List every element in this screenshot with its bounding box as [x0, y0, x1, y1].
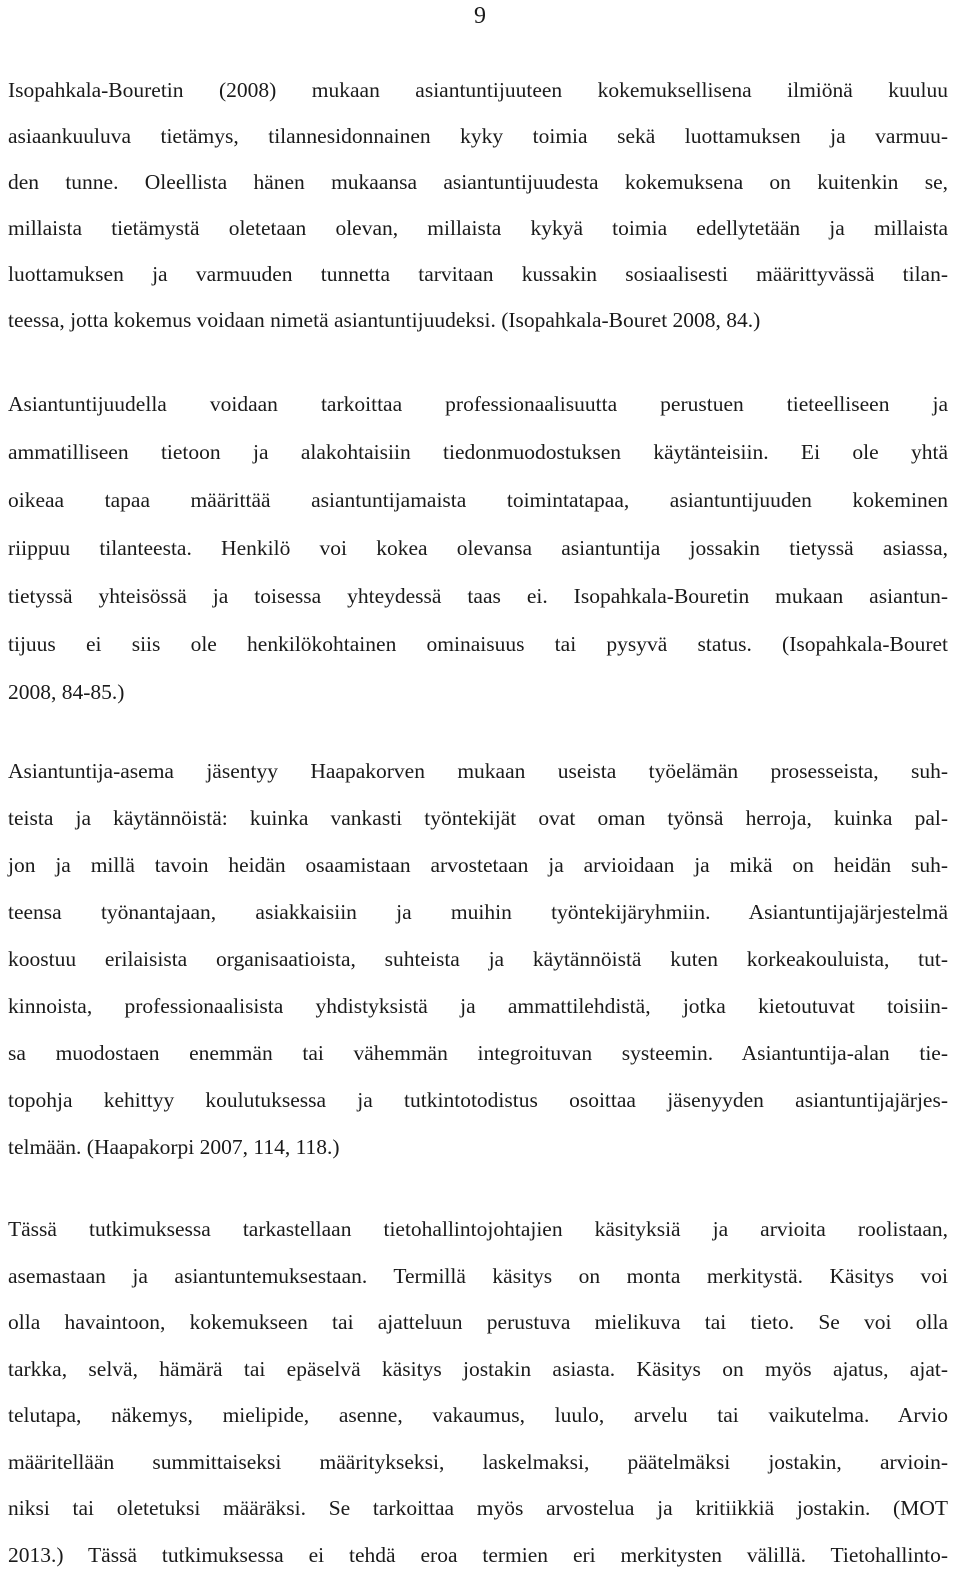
- text-line: jon ja millä tavoin heidän osaamistaan arvostetaan ja arvioidaan ja mikä on heidän suh-: [8, 853, 948, 877]
- text-line: tijuus ei siis ole henkilökohtainen ominaisuus tai pysyvä status. (Isopahkala-Bouret: [8, 632, 948, 656]
- text-line: 2013.) Tässä tutkimuksessa ei tehdä eroa termien eri merkitysten välillä. Tietohallinto-: [8, 1542, 948, 1567]
- text-line: teista ja käytännöistä: kuinka vankasti työntekijät ovat oman työnsä herroja, kuinka pal-: [8, 806, 948, 830]
- text-line: sa muodostaen enemmän tai vähemmän integroituvan systeemin. Asiantuntija-alan tie-: [8, 1041, 948, 1065]
- text-line: koostuu erilaisista organisaatioista, suhteista ja käytännöistä kuten korkeakouluista, tut-: [8, 947, 948, 971]
- text-line: luottamuksen ja varmuuden tunnetta tarvitaan kussakin sosiaalisesti määrittyvässä tilan-: [8, 262, 948, 286]
- text-line: asemastaan ja asiantuntemuksestaan. Termillä käsitys on monta merkitystä. Käsitys voi: [8, 1263, 948, 1288]
- text-line: asiaankuuluva tietämys, tilannesidonnainen kyky toimia sekä luottamuksen ja varmuu-: [8, 124, 948, 148]
- text-line: teensa työnantajaan, asiakkaisiin ja muihin työntekijäryhmiin. Asiantuntijajärjestelmä: [8, 900, 948, 924]
- paragraph-1: [8, 67, 948, 343]
- text-line: telutapa, näkemys, mielipide, asenne, vakaumus, luulo, arvelu tai vaikutelma. Arvio: [8, 1403, 948, 1427]
- text-line: riippuu tilanteesta. Henkilö voi kokea olevansa asiantuntija jossakin tietyssä asiassa,: [8, 536, 948, 560]
- text-line: niksi tai oletetuksi määräksi. Se tarkoittaa myös arvostelua ja kritiikkiä jostakin. (MOT: [8, 1496, 948, 1520]
- text-line: tarkka, selvä, hämärä tai epäselvä käsitys jostakin asiasta. Käsitys on myös ajatus, ajat-: [8, 1356, 948, 1381]
- text-line: telmään. (Haapakorpi 2007, 114, 118.): [8, 1135, 340, 1159]
- text-line: millaista tietämystä oletetaan olevan, millaista kykyä toimia edellytetään ja millaista: [8, 216, 948, 240]
- text-line: Isopahkala-Bouretin (2008) mukaan asiantuntijuuteen kokemuksellisena ilmiönä kuuluu: [8, 78, 948, 102]
- text-line: olla havaintoon, kokemukseen tai ajatteluun perustuva mielikuva tai tieto. Se voi olla: [8, 1310, 948, 1334]
- text-line: kinnoista, professionaalisista yhdistyksistä ja ammattilehdistä, jotka kietoutuvat toisiin-: [8, 994, 948, 1018]
- text-line: tietyssä yhteisössä ja toisessa yhteydessä taas ei. Isopahkala-Bouretin mukaan asiantun-: [8, 584, 948, 608]
- text-line: Tässä tutkimuksessa tarkastellaan tietohallintojohtajien käsityksiä ja arvioita roolistaan,: [8, 1217, 948, 1241]
- text-line: topohja kehittyy koulutuksessa ja tutkintotodistus osoittaa jäsenyyden asiantuntijajärjes-: [8, 1088, 948, 1112]
- paragraph-2: [8, 380, 948, 716]
- paragraph-4: [8, 1206, 948, 1578]
- text-line: oikeaa tapaa määrittää asiantuntijamaista toimintatapaa, asiantuntijuuden kokeminen: [8, 488, 948, 512]
- text-line: ammatilliseen tietoon ja alakohtaisiin tiedonmuodostuksen käytänteisiin. Ei ole yhtä: [8, 440, 948, 464]
- text-line: Asiantuntijuudella voidaan tarkoittaa professionaalisuutta perustuen tieteelliseen ja: [8, 392, 948, 416]
- text-line: teessa, jotta kokemus voidaan nimetä asiantuntijuudeksi. (Isopahkala-Bouret 2008, 84.): [8, 308, 761, 332]
- text-line: määritellään summittaiseksi määritykseksi, laskelmaksi, päätelmäksi jostakin, arvioin-: [8, 1449, 948, 1474]
- page-number: 9: [474, 3, 486, 29]
- text-line: 2008, 84-85.): [8, 680, 125, 704]
- text-line: Asiantuntija-asema jäsentyy Haapakorven mukaan useista työelämän prosesseista, suh-: [8, 759, 948, 783]
- paragraph-3: [8, 748, 948, 1171]
- text-line: den tunne. Oleellista hänen mukaansa asiantuntijuudesta kokemuksena on kuitenkin se,: [8, 170, 948, 194]
